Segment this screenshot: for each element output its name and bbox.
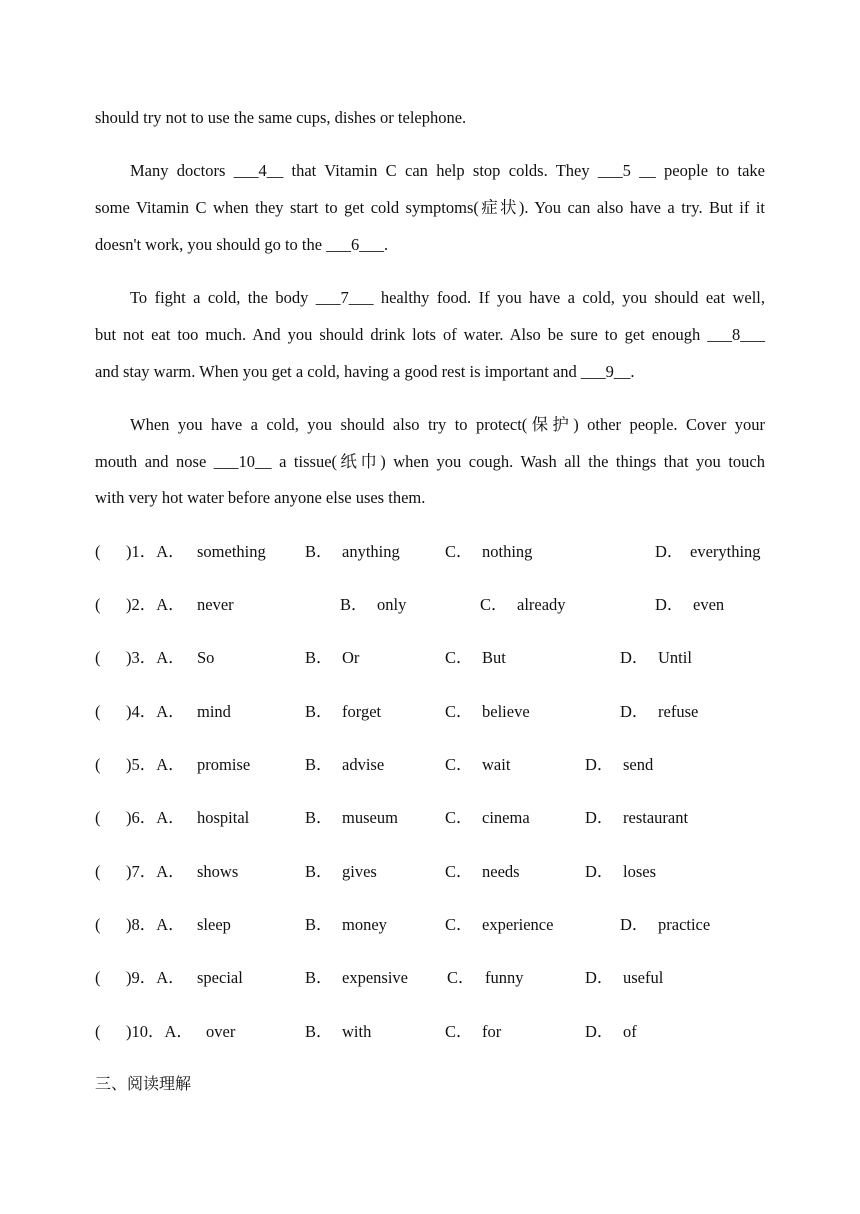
option-b: money — [342, 915, 387, 934]
option-a: hospital — [197, 808, 250, 827]
option-b-label: B． — [305, 915, 333, 934]
passage-line: some Vitamin C when they start to get cold symptoms(症状). You can also have a try. But if it — [95, 198, 765, 217]
option-c: for — [482, 1022, 502, 1041]
option-d-label: D． — [585, 755, 614, 774]
question-number: )1．A． — [126, 542, 185, 561]
option-b: anything — [342, 542, 400, 561]
question-number: )9．A． — [126, 968, 185, 987]
question-row — [95, 646, 775, 670]
passage-line: When you have a cold, you should also try to protect(保护) other people. Cover your — [130, 415, 765, 434]
question-number: )2．A． — [126, 595, 185, 614]
option-b-label: B． — [305, 1022, 333, 1041]
option-a: over — [206, 1022, 236, 1041]
option-c-label: C． — [445, 1022, 473, 1041]
option-c: funny — [485, 968, 524, 987]
option-c: But — [482, 648, 506, 667]
passage-line: Many doctors ___4__ that Vitamin C can help stop colds. They ___5 __ people to take — [130, 161, 765, 180]
question-number: )6．A． — [126, 808, 185, 827]
option-c-label: C． — [445, 915, 473, 934]
option-c: nothing — [482, 542, 533, 561]
option-b: gives — [342, 862, 377, 881]
question-row — [95, 593, 775, 617]
question-number: )4．A． — [126, 702, 185, 721]
option-b: expensive — [342, 968, 408, 987]
answer-paren[interactable]: ( — [95, 702, 101, 721]
option-a: sleep — [197, 915, 231, 934]
option-d: practice — [658, 915, 711, 934]
option-c-label: C． — [445, 755, 473, 774]
option-a: never — [197, 595, 234, 614]
option-b: museum — [342, 808, 398, 827]
answer-paren[interactable]: ( — [95, 595, 101, 614]
option-b-label: B． — [340, 595, 368, 614]
question-row — [95, 1020, 775, 1044]
passage-line: but not eat too much. And you should drink lots of water. Also be sure to get enough ___8___ — [95, 325, 765, 344]
option-a: mind — [197, 702, 231, 721]
passage-line: and stay warm. When you get a cold, having a good rest is important and ___9__. — [95, 362, 635, 381]
option-d: useful — [623, 968, 664, 987]
option-d-label: D． — [655, 595, 684, 614]
option-d-label: D． — [620, 915, 649, 934]
option-b: advise — [342, 755, 385, 774]
option-b-label: B． — [305, 755, 333, 774]
option-b-label: B． — [305, 702, 333, 721]
answer-paren[interactable]: ( — [95, 862, 101, 881]
option-d-label: D． — [620, 702, 649, 721]
option-d: Until — [658, 648, 692, 667]
option-c-label: C． — [445, 702, 473, 721]
option-d-label: D． — [585, 808, 614, 827]
question-number: )8．A． — [126, 915, 185, 934]
option-d-label: D． — [620, 648, 649, 667]
question-row — [95, 860, 775, 884]
option-c-label: C． — [445, 648, 473, 667]
option-d-label: D． — [585, 1022, 614, 1041]
option-c-label: C． — [445, 808, 473, 827]
section-heading: 三、阅读理解 — [95, 1074, 192, 1093]
option-d: everything — [690, 542, 761, 561]
answer-paren[interactable]: ( — [95, 648, 101, 667]
option-d-label: D． — [585, 968, 614, 987]
question-number: )3．A． — [126, 648, 185, 667]
question-row — [95, 753, 775, 777]
option-a: something — [197, 542, 266, 561]
question-number: )7．A． — [126, 862, 185, 881]
passage-line: should try not to use the same cups, dishes or telephone. — [95, 108, 467, 127]
option-a: shows — [197, 862, 239, 881]
option-d-label: D． — [585, 862, 614, 881]
option-c-label: C． — [447, 968, 475, 987]
option-b: with — [342, 1022, 372, 1041]
option-b-label: B． — [305, 968, 333, 987]
option-c: believe — [482, 702, 530, 721]
option-b-label: B． — [305, 862, 333, 881]
option-b-label: B． — [305, 648, 333, 667]
option-d: send — [623, 755, 654, 774]
option-d: refuse — [658, 702, 699, 721]
passage-line: To fight a cold, the body ___7___ healthy food. If you have a cold, you should eat well, — [130, 288, 765, 307]
option-c: needs — [482, 862, 520, 881]
answer-paren[interactable]: ( — [95, 542, 101, 561]
question-row — [95, 913, 775, 937]
option-d: loses — [623, 862, 656, 881]
option-d: restaurant — [623, 808, 689, 827]
passage-line: with very hot water before anyone else uses them. — [95, 488, 426, 507]
question-number: )5．A． — [126, 755, 185, 774]
option-c: already — [517, 595, 566, 614]
question-number: )10．A． — [126, 1022, 193, 1041]
passage-line: mouth and nose ___10__ a tissue(纸巾) when you cough. Wash all the things that you touch — [95, 452, 765, 471]
option-c-label: C． — [480, 595, 508, 614]
option-c: cinema — [482, 808, 530, 827]
option-b: forget — [342, 702, 382, 721]
option-d: even — [693, 595, 725, 614]
question-row — [95, 966, 775, 990]
answer-paren[interactable]: ( — [95, 1022, 101, 1041]
option-a: So — [197, 648, 215, 667]
question-row — [95, 700, 775, 724]
option-c: wait — [482, 755, 511, 774]
option-c-label: C． — [445, 862, 473, 881]
answer-paren[interactable]: ( — [95, 968, 101, 987]
answer-paren[interactable]: ( — [95, 915, 101, 934]
answer-paren[interactable]: ( — [95, 808, 101, 827]
question-row — [95, 806, 775, 830]
option-d-label: D． — [655, 542, 684, 561]
answer-paren[interactable]: ( — [95, 755, 101, 774]
option-c-label: C． — [445, 542, 473, 561]
option-b-label: B． — [305, 542, 333, 561]
option-a: promise — [197, 755, 251, 774]
passage-line: doesn't work, you should go to the ___6___. — [95, 235, 389, 254]
option-d: of — [623, 1022, 637, 1041]
option-b-label: B． — [305, 808, 333, 827]
option-c: experience — [482, 915, 554, 934]
option-b: Or — [342, 648, 360, 667]
option-a: special — [197, 968, 243, 987]
option-b: only — [377, 595, 407, 614]
question-row — [95, 540, 775, 564]
